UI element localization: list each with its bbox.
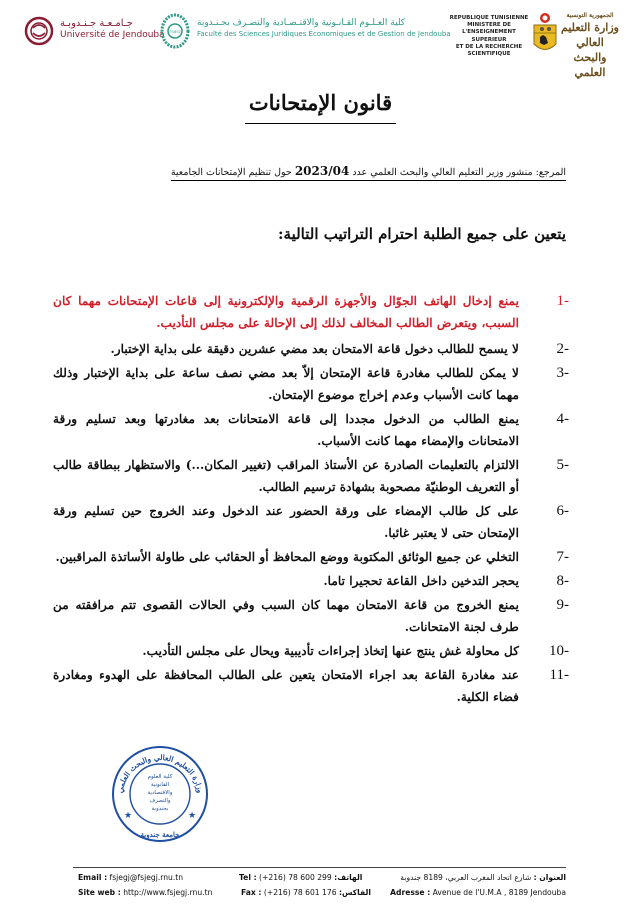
rule-text: يحجر التدخين داخل القاعة تحجيرا تاما. xyxy=(323,574,519,588)
rule-number: 10- xyxy=(549,643,569,659)
university-name-fr: Université de Jendouba xyxy=(60,30,165,40)
footer-tel xyxy=(239,873,362,882)
faculty-name-ar: كلية العـلـوم القـانـونية والاقتـصـادية والتصـرف بجـنـدوبة xyxy=(197,18,406,28)
university-logo-icon xyxy=(24,14,54,48)
rule-number: 9- xyxy=(556,597,569,613)
republic-line: L'ENSEIGNEMENT SUPERIEUR xyxy=(462,29,516,43)
stamp-star-icon: ★ xyxy=(124,811,133,821)
rule-number: 8- xyxy=(556,573,569,589)
university-name xyxy=(60,18,165,40)
rule-text: التخلي عن جميع الوثائق المكتوبة ووضع المحافظ أو الحقائب على طاولة الأساتذة المراقبين. xyxy=(55,550,519,564)
footer-email-value[interactable]: fsjegj@fsjegj.rnu.tn xyxy=(109,873,184,882)
rule-item xyxy=(53,290,569,334)
republic-line: MINISTERE DE xyxy=(467,22,511,29)
rule-number: 6- xyxy=(556,503,569,519)
stamp-inner-line: والاقتصادية xyxy=(147,790,173,796)
rule-item xyxy=(53,594,569,638)
tunisia-coat-of-arms-icon xyxy=(532,12,558,56)
rule-text: الالتزام بالتعليمات الصادرة عن الأستاذ المراقب (تغيير المكان...) والاستظهار ببطاقة طالب أو التعريف الوطنيّة مصحوبة بشهادة ترسيم الطالب. xyxy=(53,458,519,494)
footer-fax-ar-label: :الفاكس xyxy=(338,888,371,897)
republic-line: ET DE LA RECHERCHE xyxy=(455,43,523,50)
footer-email-label: Email : xyxy=(78,873,108,882)
rule-text: يمنع الطالب من الدخول مجددا إلى قاعة الامتحانات بعد مغادرتها وبعد تسليم ورقة الامتحانات والإمضاء مهما كانت الأسباب. xyxy=(53,412,519,448)
footer-address-ar xyxy=(400,873,566,882)
rule-item xyxy=(53,338,569,360)
faculty-name-fr: Faculté des Sciences Juridiques Économiques et de Gestion de Jendouba xyxy=(197,30,451,38)
footer-fax xyxy=(241,888,371,897)
rule-item xyxy=(53,500,569,544)
faculty-emblem-label: FSJEGJ xyxy=(169,30,181,34)
rule-item xyxy=(53,570,569,592)
intro-text: يتعين على جميع الطلبة احترام التراتيب التالية: xyxy=(277,225,566,243)
reference-line xyxy=(171,164,566,181)
footer-site-label: Site web : xyxy=(78,888,121,897)
stamp-outer-text: وزارة التعليم العالي والبحث العلمي xyxy=(115,752,205,794)
rule-number: 3- xyxy=(556,365,569,381)
faculty-name xyxy=(197,18,451,38)
footer-email xyxy=(78,873,183,882)
rule-text: يمنع الخروج من قاعة الامتحان مهما كان السبب وفي الحالات القصوى تتم مرافقته من طرف لجنة الامتحانات. xyxy=(53,598,519,634)
footer-address-ar-value: شارع اتحاد المغرب العربي، 8189 جندوبة xyxy=(400,873,532,882)
rule-text: عند مغادرة القاعة بعد اجراء الامتحان يتعين على الطالب المحافظة على الهدوء ومغادرة فضاء الكلية. xyxy=(53,668,519,704)
footer-site xyxy=(78,888,212,897)
rule-number: 5- xyxy=(556,457,569,473)
footer-address-fr-label: Adresse : xyxy=(390,888,431,897)
stamp-inner-line: القانونية xyxy=(150,782,170,788)
official-stamp xyxy=(110,742,210,846)
republic-line: REPUBLIQUE TUNISIENNE xyxy=(449,15,529,21)
stamp-star-icon: ★ xyxy=(188,811,197,821)
letterhead xyxy=(0,0,639,79)
rule-number: 7- xyxy=(556,549,569,565)
ministry-line2-ar: والبحث العلمي xyxy=(573,51,607,79)
rule-item xyxy=(53,546,569,568)
footer-address-fr xyxy=(390,888,566,897)
reference-suffix: حول تنظيم الإمتحانات الجامعية xyxy=(170,167,292,178)
footer xyxy=(73,867,566,897)
document-title-wrap xyxy=(0,90,639,124)
rule-item xyxy=(53,454,569,498)
rule-number: 11- xyxy=(549,667,569,683)
rule-text: كل محاولة غش ينتج عنها إتخاذ إجراءات تأديبية ويحال على مجلس التأديب. xyxy=(142,644,519,658)
footer-site-value[interactable]: http://www.fsjegj.rnu.tn xyxy=(123,888,213,897)
stamp-bottom-text: جامعة جندوبة xyxy=(140,830,180,839)
rule-item xyxy=(53,640,569,662)
footer-tel-label: Tel : xyxy=(239,873,257,882)
document-title: قانون الإمتحانات xyxy=(245,90,396,124)
reference-number: 2023/04 xyxy=(294,164,350,178)
republic-line: SCIENTIFIQUE xyxy=(467,51,511,58)
rules-list xyxy=(53,290,569,710)
rule-number: 2- xyxy=(556,341,569,357)
reference-prefix: المرجع: منشور وزير التعليم العالي والبحث العلمي عدد xyxy=(352,167,566,178)
university-name-ar: جـامـعـة جـنـدوبـة xyxy=(60,18,133,29)
footer-tel-ar-label: :الهاتف xyxy=(334,873,363,882)
ministry-republic-ar: الجمهورية التونسية xyxy=(566,12,614,19)
rule-item xyxy=(53,408,569,452)
rule-text: يمنع إدخال الهاتف الجوّال والأجهزة الرقمية والإلكترونية إلى قاعات الإمتحانات مهما كان السبب، ويتعرض الطالب المخالف لذلك إلى الإحالة على مجلس التأديب. xyxy=(53,294,519,330)
rule-item xyxy=(53,362,569,406)
footer-fax-label: Fax : xyxy=(241,888,262,897)
republic-block xyxy=(446,15,532,58)
rule-number: 1- xyxy=(556,293,569,309)
rule-text: لا يمكن للطالب مغادرة قاعة الإمتحان إلاّ بعد مضي نصف ساعة على بداية الإختبار وذلك مهما كانت الأسباب وعدم إخراج موضوع الإمتحان. xyxy=(53,366,519,402)
footer-fax-value: (+216) 78 601 176 xyxy=(263,888,337,897)
footer-tel-value: (+216) 78 600 299 xyxy=(259,873,332,882)
rule-text: لا يسمح للطالب دخول قاعة الامتحان بعد مضي عشرين دقيقة على بداية الإختبار. xyxy=(110,342,519,356)
stamp-inner-line: كلية العلوم xyxy=(147,774,173,780)
stamp-inner-line: بجندوبة xyxy=(151,806,169,812)
footer-address-ar-label: العنوان : xyxy=(533,873,566,882)
footer-address-fr-value: Avenue de l'U.M.A , 8189 Jendouba xyxy=(432,888,566,897)
ministry-line1-ar: وزارة التعليم العالي xyxy=(561,21,619,49)
rule-item xyxy=(53,664,569,708)
stamp-inner-line: والتصرف xyxy=(149,798,171,804)
faculty-emblem-icon xyxy=(160,13,190,49)
ministry-name-ar xyxy=(560,12,620,80)
rule-number: 4- xyxy=(556,411,569,427)
rule-text: على كل طالب الإمضاء على ورقة الحضور عند الدخول وعند الخروج حين تسليم ورقة الإمتحان حتى لا يعتبر غائبا. xyxy=(53,504,519,540)
